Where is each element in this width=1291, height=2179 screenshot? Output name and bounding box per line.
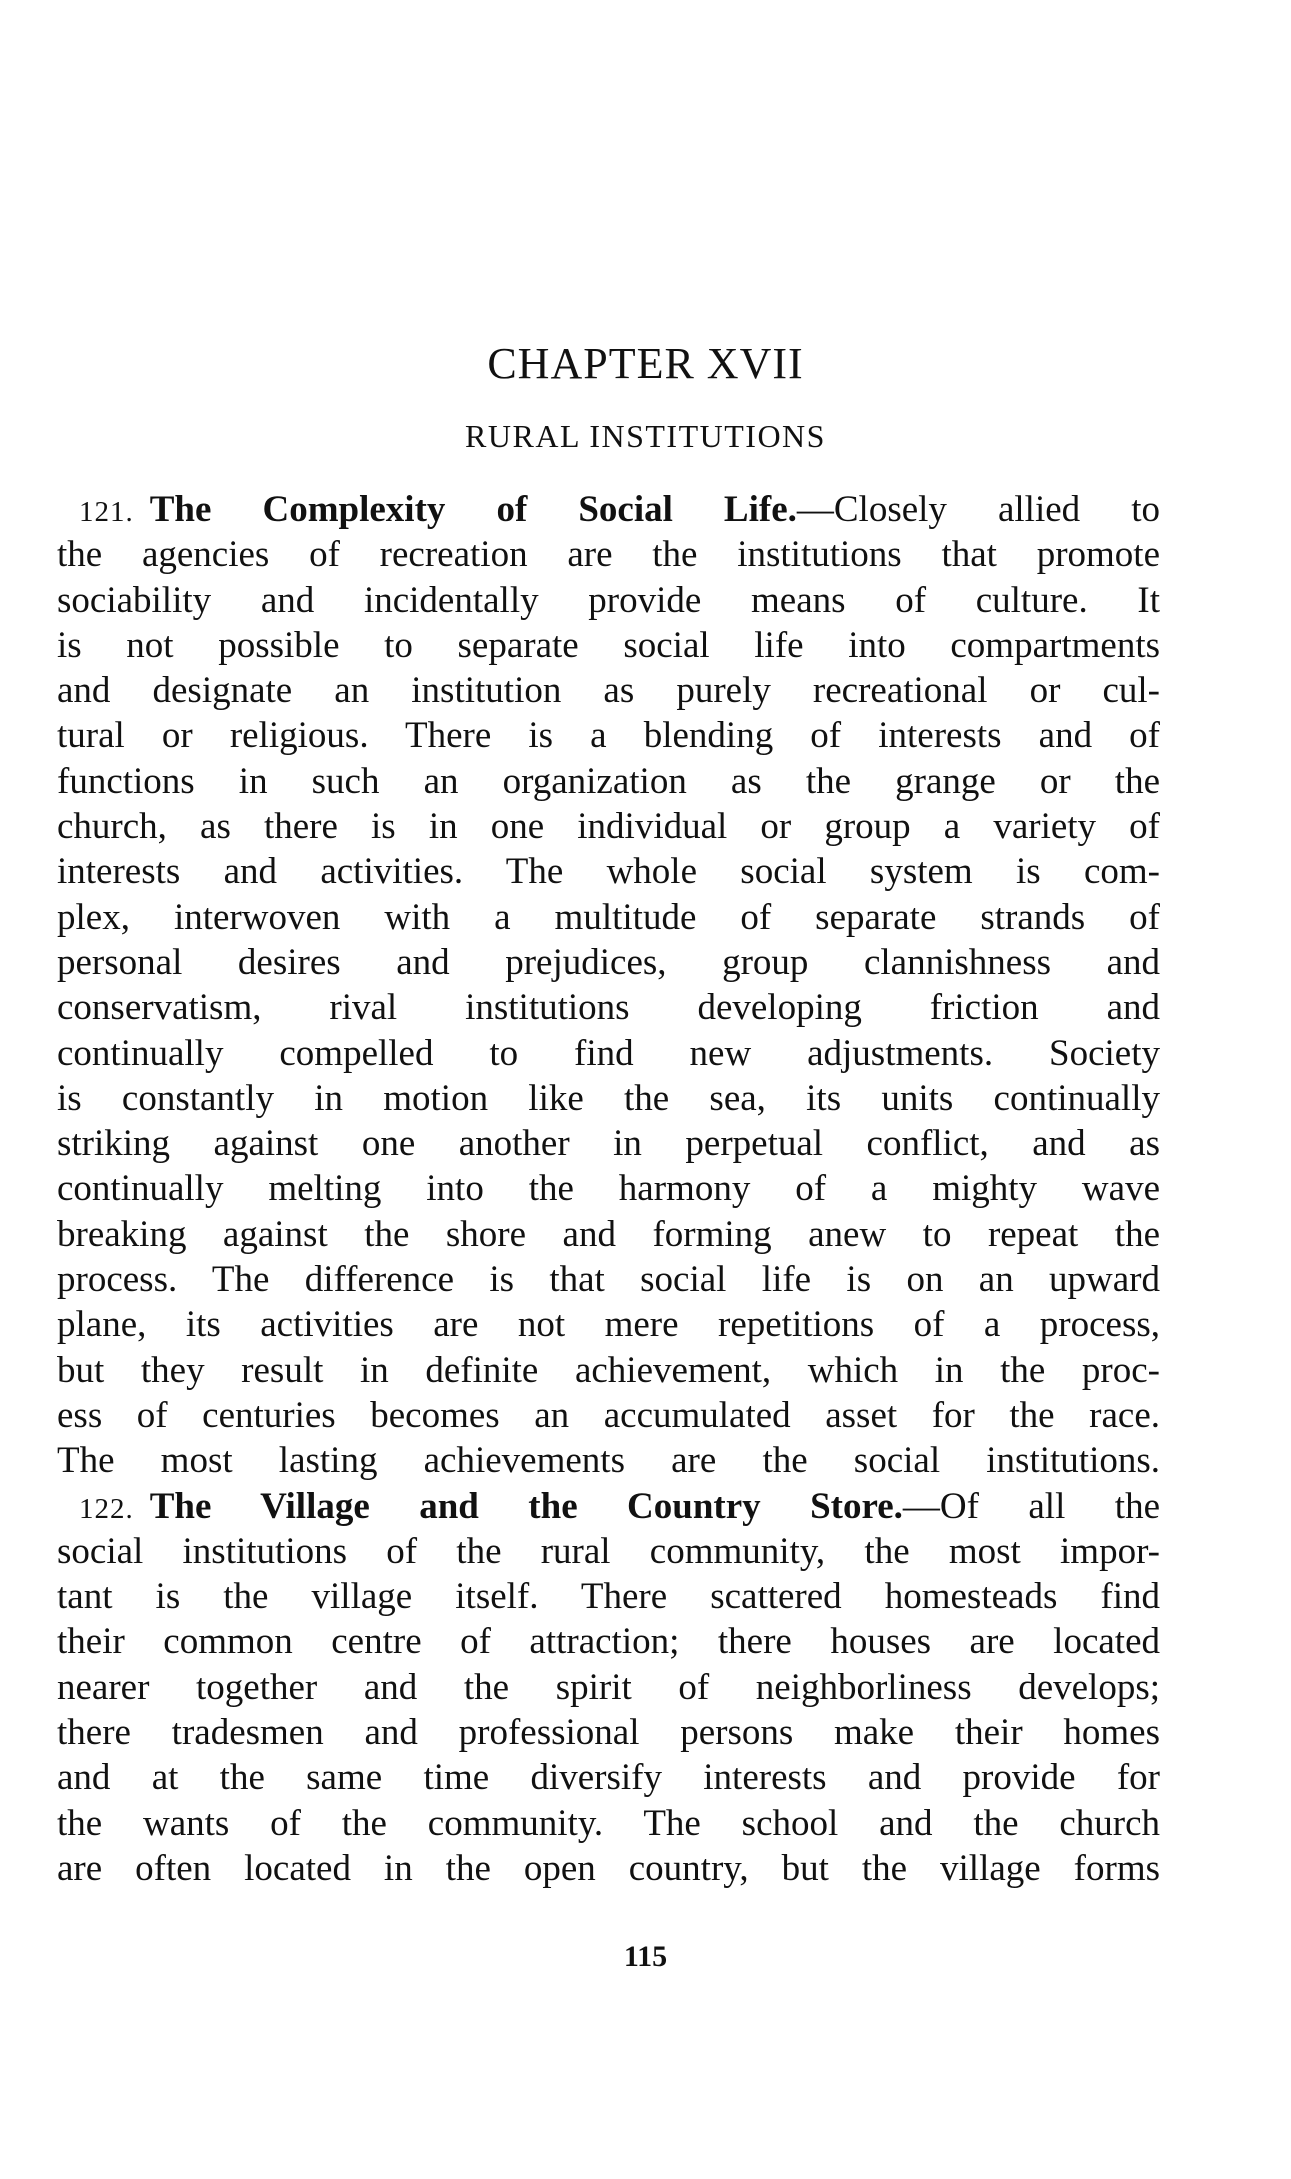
text-line: conservatism, rival institutions developing friction and (57, 987, 1160, 1029)
text-line: breaking against the shore and forming anew to repeat the (57, 1213, 1160, 1255)
text-line: their common centre of attraction; there houses are located (57, 1621, 1160, 1663)
text-line: plane, its activities are not mere repetitions of a process, (57, 1304, 1160, 1346)
text-line: striking against one another in perpetual conflict, and as (57, 1123, 1160, 1165)
first-line-text: —Closely allied to (796, 489, 1160, 530)
text-line: plex, interwoven with a multitude of separate strands of (57, 896, 1160, 938)
text-line: tural or religious. There is a blending of interests and of (57, 715, 1160, 757)
text-line: and at the same time diversify interests and provide for (57, 1757, 1160, 1799)
body-text (57, 487, 1160, 1891)
paragraph-121 (57, 487, 1160, 1484)
text-line: continually compelled to find new adjustments. Society (57, 1032, 1160, 1074)
text-line: the wants of the community. The school and the church (57, 1802, 1160, 1844)
text-line: but they result in definite achievement, which in the proc- (57, 1349, 1160, 1391)
first-line-text: —Of all the (902, 1485, 1160, 1527)
text-line: sociability and incidentally provide means of culture. It (57, 579, 1160, 621)
text-line: process. The difference is that social life is on an upward (57, 1259, 1160, 1301)
section-heading: The Village and the Country Store. (149, 1485, 903, 1527)
chapter-title: CHAPTER XVII (487, 339, 804, 388)
text-line: The most lasting achievements are the social institutions. (57, 1440, 1160, 1482)
section-heading: The Complexity of Social Life. (149, 489, 797, 530)
text-line: continually melting into the harmony of a mighty wave (57, 1168, 1160, 1210)
text-line: the agencies of recreation are the institutions that promote (57, 534, 1160, 576)
paragraph-122 (57, 1484, 1160, 1892)
text-line: functions in such an organization as the grange or the (57, 760, 1160, 802)
text-line: church, as there is in one individual or group a variety of (57, 806, 1160, 848)
text-line: nearer together and the spirit of neighborliness develops; (57, 1666, 1160, 1708)
text-line: tant is the village itself. There scattered homesteads find (57, 1576, 1160, 1618)
text-line: are often located in the open country, but the village forms (57, 1847, 1160, 1889)
paragraph-first-line (57, 487, 1160, 532)
chapter-subtitle: RURAL INSTITUTIONS (465, 418, 826, 454)
text-line: and designate an institution as purely recreational or cul- (57, 670, 1160, 712)
text-line: is not possible to separate social life into compartments (57, 624, 1160, 666)
text-line: is constantly in motion like the sea, its units continually (57, 1077, 1160, 1119)
text-line: personal desires and prejudices, group clannishness and (57, 941, 1160, 983)
text-line: social institutions of the rural community, the most impor- (57, 1530, 1160, 1572)
page-number: 115 (623, 1940, 668, 1973)
paragraph-first-line (57, 1484, 1160, 1529)
section-number: 122. (79, 1492, 134, 1525)
section-number: 121. (79, 496, 134, 528)
text-line: ess of centuries becomes an accumulated asset for the race. (57, 1394, 1160, 1436)
text-line: there tradesmen and professional persons make their homes (57, 1712, 1160, 1754)
text-line: interests and activities. The whole social system is com- (57, 851, 1160, 893)
